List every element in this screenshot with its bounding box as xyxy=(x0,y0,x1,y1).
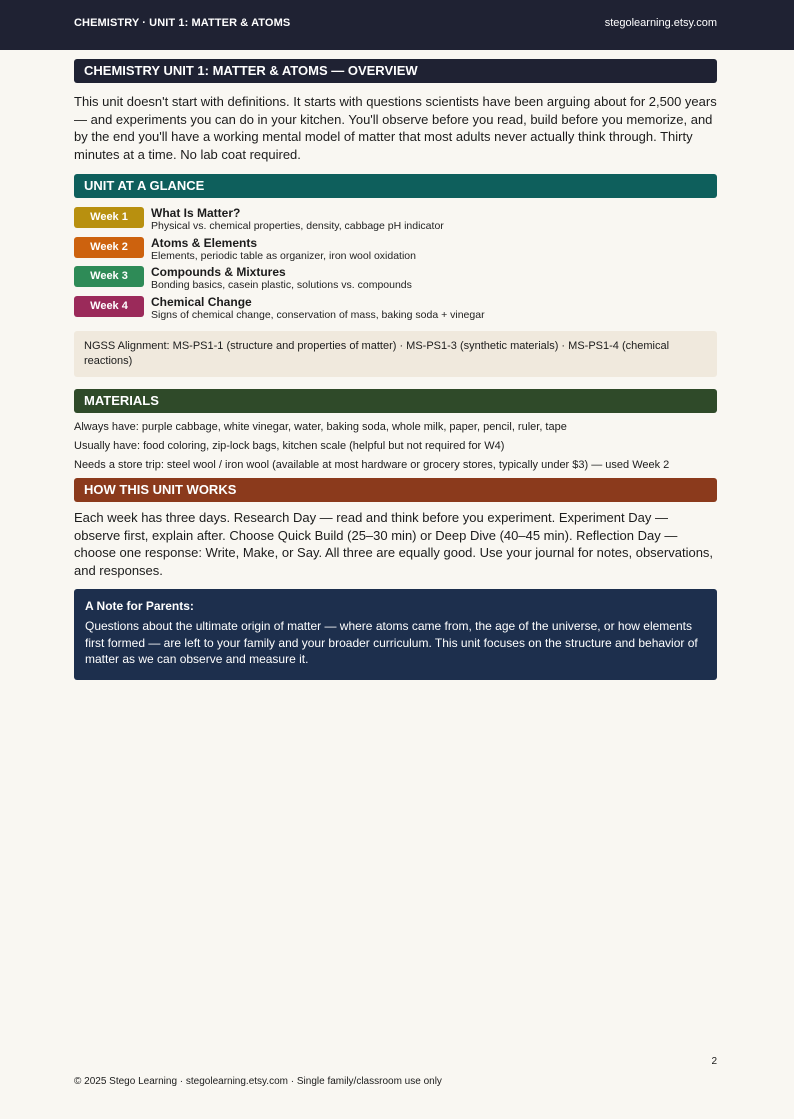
week-title: What Is Matter? xyxy=(151,206,241,220)
week-row xyxy=(74,207,717,237)
week-description: Elements, periodic table as organizer, iron wool oxidation xyxy=(151,249,416,262)
week-description: Bonding basics, casein plastic, solutions vs. compounds xyxy=(151,279,412,291)
week-title: Compounds & Mixtures xyxy=(151,265,286,279)
how-it-works-heading: HOW THIS UNIT WORKS xyxy=(74,478,717,502)
week-row xyxy=(74,296,717,326)
how-it-works-text: Each week has three days. Research Day — read and think before you experiment. Experiment Day — observe first, explain after. Choose Quick Build (25–30 min) or Deep Dive (40–45 min). Reflection Day — choose one response: Write, Make, or Say. All three are equally good. Use your journal for notes, observations, and responses. xyxy=(74,510,714,578)
parents-note-text: Questions about the ultimate origin of matter — where atoms came from, the age of the universe, or how elements first formed — are left to your family and your broader curriculum. This unit focuses on the structure and behavior of matter as we can observe and measure it. xyxy=(85,619,698,666)
week-row xyxy=(74,266,717,296)
page-content xyxy=(74,59,717,680)
footer-copyright: © 2025 Stego Learning · stegolearning.etsy.com · Single family/classroom use only xyxy=(74,1076,442,1087)
materials-usually-have: Usually have: food coloring, zip-lock bags, kitchen scale (helpful but not required for W4) xyxy=(74,440,505,452)
overview-text: This unit doesn't start with definitions. It starts with questions scientists have been arguing about for 2,500 years — and experiments you can do in your kitchen. You'll observe before you read, build before you memorize, and by the end you'll have a working mental model of matter that most adults never actually think through. Thirty minutes at a time. No lab coat required. xyxy=(74,94,717,162)
week-badge: Week 1 xyxy=(74,207,144,228)
week-badge: Week 4 xyxy=(74,296,144,317)
week-description: Signs of chemical change, conservation of mass, baking soda + vinegar xyxy=(151,308,485,321)
materials-always-have: Always have: purple cabbage, white vinegar, water, baking soda, whole milk, paper, pencil, ruler, tape xyxy=(74,421,567,433)
page-number: 2 xyxy=(711,1056,717,1067)
materials-store-trip: Needs a store trip: steel wool / iron wool (available at most hardware or grocery stores, typically under $3) — used Week 2 xyxy=(74,459,670,471)
week-badge: Week 3 xyxy=(74,266,144,287)
weeks-list xyxy=(74,207,717,325)
overview-heading: CHEMISTRY UNIT 1: MATTER & ATOMS — OVERVIEW xyxy=(74,59,717,83)
glance-heading: UNIT AT A GLANCE xyxy=(74,174,717,198)
week-badge: Week 2 xyxy=(74,237,144,258)
week-row xyxy=(74,237,717,267)
parents-note-title: A Note for Parents: xyxy=(85,599,194,613)
page-header xyxy=(0,0,794,50)
materials-heading: MATERIALS xyxy=(74,389,717,413)
header-website: stegolearning.etsy.com xyxy=(604,17,717,29)
week-description: Physical vs. chemical properties, density, cabbage pH indicator xyxy=(151,220,444,232)
parents-note-box xyxy=(74,589,717,680)
week-title: Chemical Change xyxy=(151,294,252,309)
week-title: Atoms & Elements xyxy=(151,235,258,250)
header-unit-title: CHEMISTRY · UNIT 1: MATTER & ATOMS xyxy=(74,17,291,29)
ngss-alignment-box: NGSS Alignment: MS-PS1-1 (structure and properties of matter) · MS-PS1-3 (synthetic materials) · MS-PS1-4 (chemical reactions) xyxy=(74,331,717,377)
